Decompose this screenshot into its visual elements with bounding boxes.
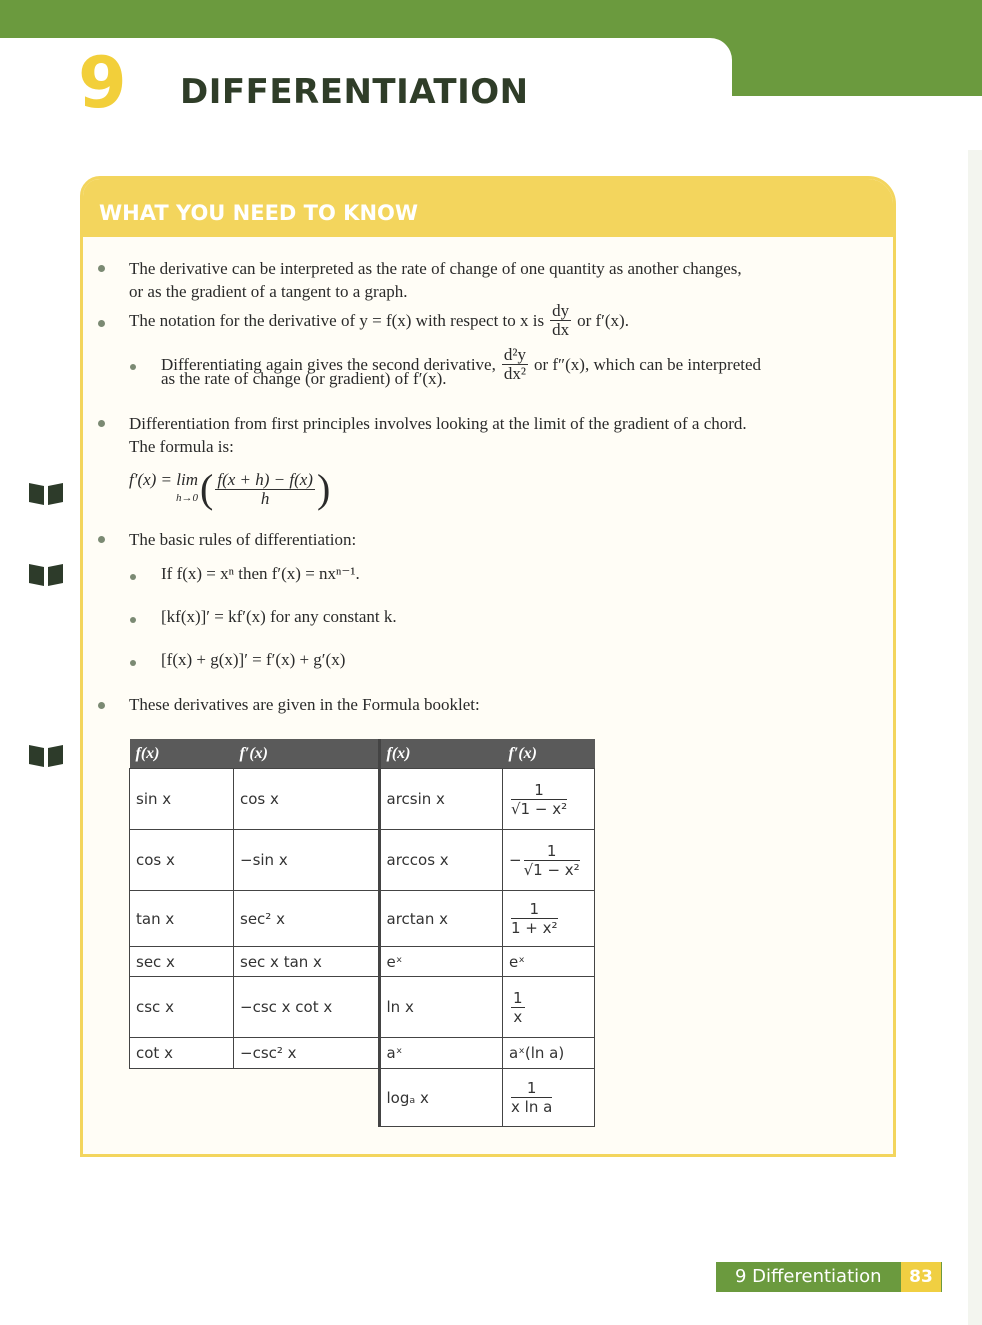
text-line: The notation for the derivative of y = f(x) with respect to x is [129, 311, 545, 330]
denominator: x ln a [511, 1098, 553, 1116]
sub-bullet [130, 617, 136, 623]
table-cell: eˣ [379, 947, 503, 977]
derivatives-table [129, 739, 595, 1127]
page-number: 83 [901, 1262, 941, 1292]
denominator: dx [552, 320, 570, 339]
table-cell: tan x [130, 891, 234, 947]
table-cell: cos x [130, 830, 234, 891]
table-cell: arctan x [379, 891, 503, 947]
fraction [550, 302, 571, 339]
table-row [130, 977, 595, 1038]
table-cell [503, 769, 595, 830]
table-cell: sin x [130, 769, 234, 830]
numerator: 1 [511, 1079, 552, 1098]
book-icon [28, 742, 64, 768]
denominator: √1 − x² [511, 799, 568, 818]
numerator: 1 [513, 988, 523, 1007]
denominator: dx² [503, 364, 526, 383]
table-row [130, 769, 595, 830]
book-icon [28, 480, 64, 506]
right-paren: ) [316, 466, 331, 511]
column-header: f(x) [130, 739, 234, 769]
bullet [98, 420, 105, 427]
table-cell: sec x tan x [234, 947, 380, 977]
table-cell: sec² x [234, 891, 380, 947]
numerator: dy [552, 301, 570, 320]
table-cell: ln x [379, 977, 503, 1038]
rule-text: [kf(x)]′ = kf′(x) for any constant k. [161, 607, 397, 626]
bullet [98, 265, 105, 272]
text-line: The formula is: [129, 437, 234, 456]
numerator: 1 [511, 900, 558, 919]
box-header [83, 179, 893, 237]
denominator: h [260, 488, 270, 508]
table-cell: logₐ x [379, 1069, 503, 1127]
table-row [130, 830, 595, 891]
denominator: 1 + x² [511, 919, 558, 937]
table-cell: eˣ [503, 947, 595, 977]
bullet [98, 536, 105, 543]
table-cell: −csc x cot x [234, 977, 380, 1038]
table-cell: csc x [130, 977, 234, 1038]
chapter-number: 9 [78, 42, 127, 124]
rule-text: If f(x) = xⁿ then f′(x) = nxⁿ⁻¹. [161, 564, 360, 583]
first-principles-formula [129, 468, 330, 510]
bullet-text [129, 302, 629, 339]
fraction [511, 1079, 552, 1116]
table-cell: cot x [130, 1038, 234, 1069]
table-cell: −csc² x [234, 1038, 380, 1069]
table-cell [503, 830, 595, 891]
fraction [524, 842, 580, 879]
footer-chapter-label: 9 Differentiation [735, 1266, 882, 1287]
numerator: 1 [524, 842, 580, 861]
table-row [130, 1069, 595, 1127]
table-row [130, 1038, 595, 1069]
bullet-text: The basic rules of differentiation: [129, 530, 357, 549]
sub-bullet [130, 660, 136, 666]
page-edge [968, 150, 982, 1325]
numerator: 1 [511, 781, 567, 800]
table-cell-empty [130, 1069, 234, 1127]
numerator: f(x + h) − f(x) [217, 469, 313, 489]
rule-text: [f(x) + g(x)]′ = f′(x) + g′(x) [161, 650, 346, 669]
table-cell: −sin x [234, 830, 380, 891]
text-line: Differentiation from first principles involves looking at the limit of the gradient of a chord. [129, 414, 747, 433]
table-cell [503, 891, 595, 947]
bullet [98, 320, 105, 327]
box-title: WHAT YOU NEED TO KNOW [99, 201, 419, 225]
table-cell: sec x [130, 947, 234, 977]
text-line: or f″(x), which can be interpreted [533, 355, 762, 374]
fraction [511, 781, 567, 818]
chapter-title: DIFFERENTIATION [180, 72, 529, 112]
table-cell [503, 1069, 595, 1127]
sub-bullet [130, 364, 136, 370]
text-line: or as the gradient of a tangent to a graph. [129, 282, 408, 301]
sub-bullet [130, 574, 136, 580]
text-line: Differentiating again gives the second derivative, [161, 355, 496, 374]
text-line: as the rate of change (or gradient) of f′(x). [161, 369, 447, 388]
numerator: d²y [503, 345, 526, 364]
denominator: √1 − x² [523, 860, 580, 879]
table-cell: aˣ(ln a) [503, 1038, 595, 1069]
table-cell: cos x [234, 769, 380, 830]
denominator: x [513, 1007, 523, 1026]
table-cell [503, 977, 595, 1038]
left-paren: ( [200, 466, 214, 511]
bullet-text: These derivatives are given in the Formula booklet: [129, 695, 480, 714]
book-icon [28, 561, 64, 587]
fraction [502, 346, 528, 383]
column-header: f(x) [379, 739, 503, 769]
minus-sign: − [509, 850, 522, 869]
limit-label: f′(x) = lim [129, 470, 199, 489]
table-row [130, 891, 595, 947]
fraction [215, 471, 315, 508]
fraction [511, 989, 525, 1026]
text-line: The derivative can be interpreted as the rate of change of one quantity as another changes, [129, 259, 742, 278]
text-line: or f′(x). [577, 311, 629, 330]
fraction [511, 900, 558, 937]
bullet-text [129, 257, 742, 303]
bullet-text [161, 346, 761, 390]
column-header: f′(x) [503, 739, 595, 769]
table-row [130, 947, 595, 977]
table-cell: arccos x [379, 830, 503, 891]
bullet [98, 702, 105, 709]
table-cell: arcsin x [379, 769, 503, 830]
column-header: f′(x) [234, 739, 380, 769]
limit-subscript: h→0 [176, 492, 199, 504]
table-cell: aˣ [379, 1038, 503, 1069]
table-cell-empty [234, 1069, 380, 1127]
bullet-text [129, 412, 747, 458]
limit [129, 468, 198, 510]
